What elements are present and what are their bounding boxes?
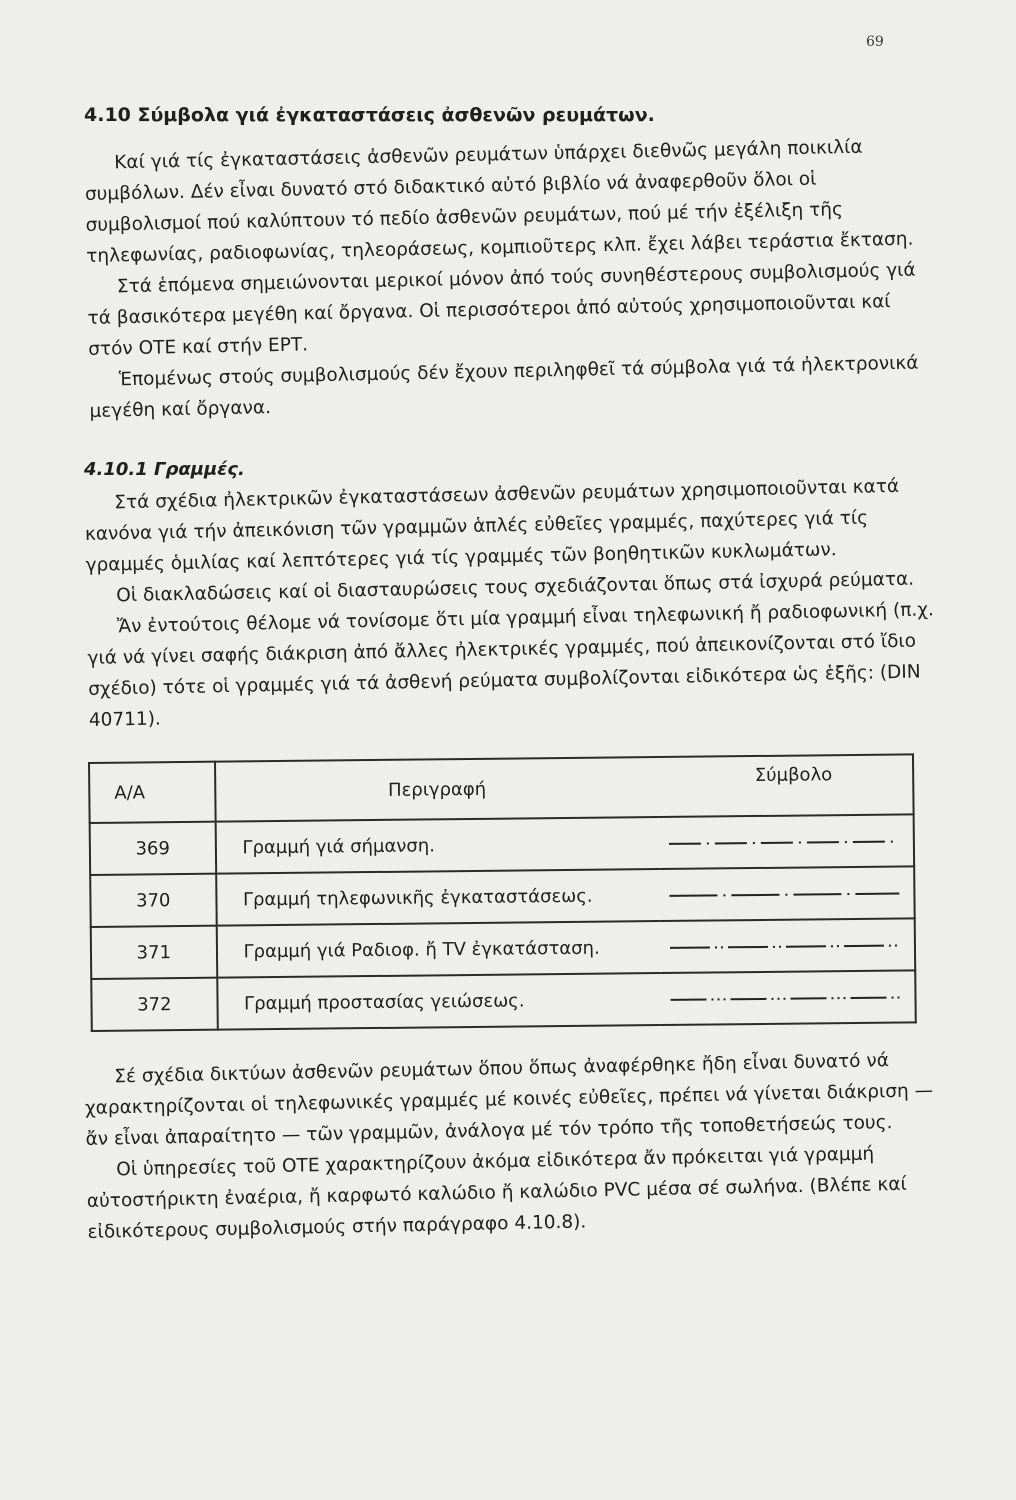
line-symbol-dash-dot <box>669 834 899 850</box>
paragraph: Οἱ διακλαδώσεις καί οἱ διασταυρώσεις τους σχεδιάζονται ὅπως στά ἰσχυρά ρεύματα. <box>116 568 915 607</box>
lines-text <box>84 470 939 736</box>
table-row <box>91 970 915 1031</box>
header-description: Περιγραφή <box>215 757 659 822</box>
table-row <box>90 814 914 875</box>
page-number: 69 <box>866 34 884 50</box>
table-row <box>91 918 915 979</box>
intro-text <box>84 130 940 427</box>
paragraph: Στά ἑπόμενα σημειώνονται μερικοί μόνον ἀπό τούς συνηθέστερους συμβολισμούς γιά τά βασικότερα μεγέθη καί ὄργανα. Οἱ περισσότεροι ἀπό αὐτούς χρησιμοποιοῦνται καί στόν ΟΤΕ καί στήν ΕΡΤ. <box>87 259 916 360</box>
line-symbol-dash-dot-long <box>669 886 899 902</box>
row-number: 369 <box>90 822 216 875</box>
section-heading: 4.10 Σύμβολα γιά ἐγκαταστάσεις ἀσθενῶν ρευμάτων. <box>84 104 655 126</box>
row-symbol <box>660 970 916 1025</box>
header-symbol: Σύμβολο <box>658 754 914 817</box>
header-number: Α/Α <box>89 762 215 823</box>
symbols-table <box>88 753 917 1032</box>
row-description: Γραμμή προστασίας γειώσεως. <box>217 973 661 1030</box>
paragraph: Ἑπομένως στούς συμβολισμούς δέν ἔχουν περιληφθεῖ τά σύμβολα γιά τά ἠλεκτρονικά μεγέθη καί ὄργανα. <box>89 352 919 422</box>
table-header-row <box>89 754 914 823</box>
table-row <box>90 866 914 927</box>
paragraph: Σέ σχέδια δικτύων ἀσθενῶν ρευμάτων ὅπου ὅπως ἀναφέρθηκε ἤδη εἶναι δυνατό νά χαρακτηρίζονται οἱ τηλεφωνικές γραμμές μέ κοινές εὐθεῖες, πρέπει νά γίνεται διάκριση — ἄν εἶναι ἀπαραίτητο — τῶν γραμμῶν, ἀνάλογα μέ τόν τρόπο τῆς τοποθετήσεώς τους. <box>84 1050 934 1150</box>
paragraph: Στά σχέδια ἠλεκτρικῶν ἐγκαταστάσεων ἀσθενῶν ρευμάτων χρησιμοποιοῦνται κατά κανόνα γιά τήν ἀπεικόνιση τῶν γραμμῶν ἁπλές εὐθεῖες γραμμές, παχύτερες γιά τίς γραμμές ὁμιλίας καί λεπτότερες γιά τίς γραμμές τῶν βοηθητικῶν κυκλωμάτων. <box>84 475 900 576</box>
row-symbol <box>660 918 916 973</box>
row-number: 372 <box>91 978 217 1031</box>
row-description: Γραμμή γιά σήμανση. <box>215 817 659 874</box>
paragraph: Οἱ ὑπηρεσίες τοῦ ΟΤΕ χαρακτηρίζουν ἀκόμα εἰδικότερα ἄν πρόκειται γιά γραμμή αὐτοστήρικτη ἐναέρια, ἤ καρφωτό καλώδιο ἤ καλώδιο PVC μέσα σέ σωλήνα. (Βλέπε καί εἰδικότερους συμβολισμούς στήν παράγραφο 4.10.8). <box>86 1143 907 1243</box>
row-description: Γραμμή τηλεφωνικῆς ἐγκαταστάσεως. <box>216 869 660 926</box>
line-symbol-dash-triple-dot <box>670 990 900 1006</box>
row-symbol <box>659 814 915 869</box>
paragraph: Ἄν ἐντούτοις θέλομε νά τονίσομε ὅτι μία γραμμή εἶναι τηλεφωνική ἤ ραδιοφωνική (π.χ. γιά νά γίνει σαφής διάκριση ἀπό ἄλλες ἠλεκτρικές γραμμές, πού ἀπεικονίζονται στό ἴδιο σχέδιο) τότε οἱ γραμμές γιά τά ἀσθενή ρεύματα συμβολίζονται εἰδικότερα ὡς ἑξῆς: (DIN 40711). <box>87 599 935 731</box>
row-symbol <box>659 866 915 921</box>
closing-text <box>84 1044 938 1248</box>
row-number: 371 <box>91 926 217 979</box>
line-symbol-dash-double-dot <box>670 938 900 954</box>
paragraph: Καί γιά τίς ἐγκαταστάσεις ἀσθενῶν ρευμάτων ὑπάρχει διεθνῶς μεγάλη ποικιλία συμβόλων. Δέν εἶναι δυνατό στό διδακτικό αὐτό βιβλίο νά ἀναφερθοῦν ὅλοι οἱ συμβολισμοί πού καλύπτουν τό πεδίο ἀσθενῶν ρευμάτων, πού μέ τήν ἐξέλιξη τῆς τηλεφωνίας, ραδιοφωνίας, τηλεοράσεως, κομπιοῦτερς κλπ. ἔχει λάβει τεράστια ἔκταση. <box>84 136 914 267</box>
row-number: 370 <box>90 874 216 927</box>
subsection-heading: 4.10.1 Γραμμές. <box>84 459 245 480</box>
row-description: Γραμμή γιά Ραδιοφ. ἤ TV ἐγκατάσταση. <box>216 921 660 978</box>
